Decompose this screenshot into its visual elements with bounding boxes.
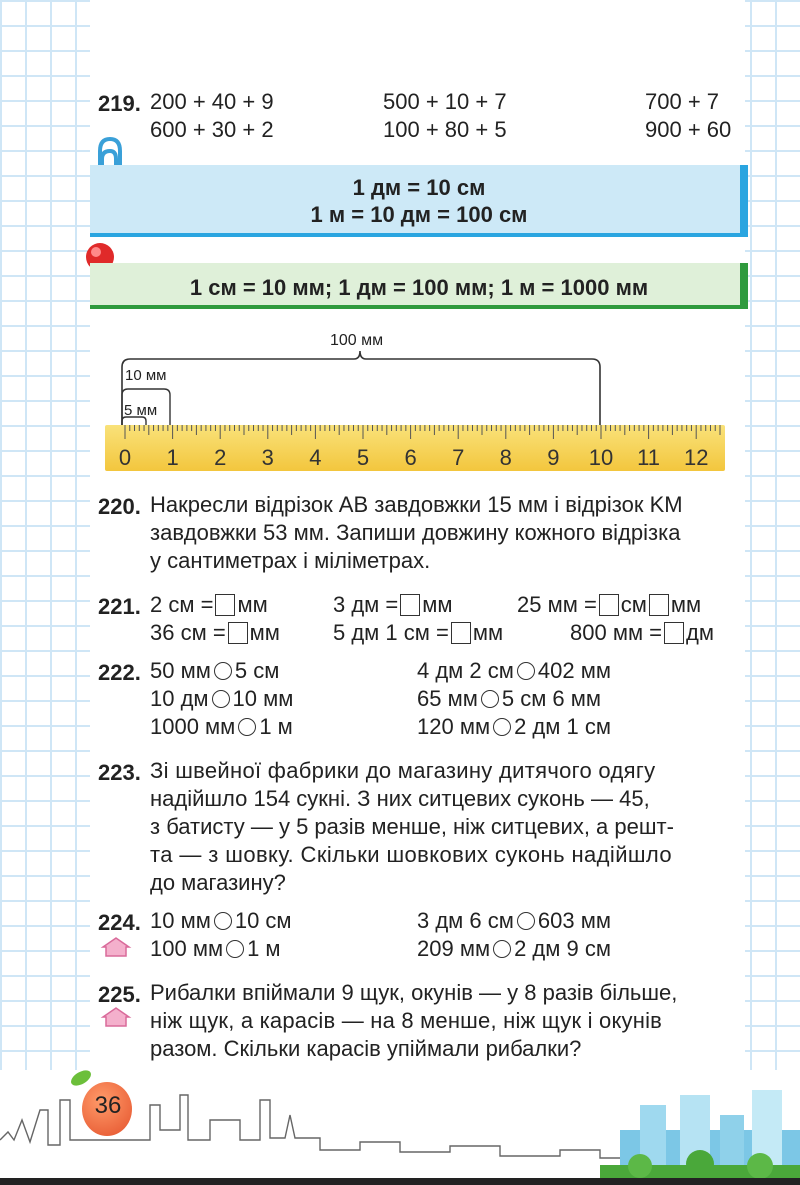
ruler-label: 12 [683,445,709,470]
ex223-line: Зі швейної фабрики до магазину дитячого одягу [150,758,656,783]
rule-m-dm-cm: 1 м = 10 дм = 100 см [310,202,528,227]
compare-circle[interactable] [226,940,244,958]
compare-circle[interactable] [214,912,232,930]
brace-label-10mm: 10 мм [125,367,167,384]
ruler-label: 11 [637,445,661,470]
compare-circle[interactable] [493,940,511,958]
ex222-item: 65 мм 5 см 6 мм [417,686,602,711]
ex221-item: 5 дм 1 см = мм [333,620,504,645]
ex219-item: 900 + 60 [645,117,732,142]
ex224-item: 209 мм 2 дм 9 см [417,936,611,961]
ruler-label: 1 [166,445,179,470]
answer-box[interactable] [451,622,471,644]
compare-circle[interactable] [238,718,256,736]
ex219-item: 700 + 7 [645,89,720,114]
ex224-item: 10 мм 10 см [150,908,292,933]
ex223-line: надійшло 154 сукні. З них ситцевих суконь — 45, [150,786,650,811]
compare-circle[interactable] [517,662,535,680]
ruler-label: 3 [261,445,274,470]
compare-circle[interactable] [212,690,230,708]
rule-banner-green [90,263,748,309]
ex219-item: 600 + 30 + 2 [150,117,274,142]
exercise-221-number: 221. [98,594,141,619]
answer-box[interactable] [215,594,235,616]
ex222-item: 10 дм 10 мм [150,686,294,711]
answer-box[interactable] [228,622,248,644]
exercise-224-number: 224. [98,910,141,935]
house-icon [100,1006,132,1028]
compare-circle[interactable] [481,690,499,708]
ruler-braces [118,345,608,430]
ex221-item: 2 см = мм [150,592,268,617]
ex222-item: 1000 мм 1 м [150,714,293,739]
exercise-225-number: 225. [98,982,141,1007]
ex220-line: у сантиметрах і міліметрах. [150,548,431,573]
ruler-label: 5 [356,445,370,470]
exercise-219-number: 219. [98,91,141,116]
answer-box[interactable] [599,594,619,616]
exercise-223-number: 223. [98,760,141,785]
ex224-item: 3 дм 6 см 603 мм [417,908,611,933]
exercise-222-number: 222. [98,660,141,685]
ruler-label: 9 [547,445,560,470]
ruler-label: 6 [404,445,417,470]
ex221-item: 800 мм = дм [570,620,714,645]
rule-dm-cm: 1 дм = 10 см [352,175,486,200]
ex222-item: 120 мм 2 дм 1 см [417,714,611,739]
compare-circle[interactable] [493,718,511,736]
ex221-item: 25 мм = см мм [517,592,702,617]
ex220-line: Накресли відрізок AB завдовжки 15 мм і відрізок KM [150,492,683,517]
ex219-item: 500 + 10 + 7 [383,89,507,114]
house-icon [100,936,132,958]
ex223-line: та — з шовку. Скільки шовкових суконь надійшло [150,842,673,867]
page-number: 36 [94,1092,122,1119]
ruler-label: 2 [214,445,227,470]
ruler-label: 10 [588,445,614,470]
compare-circle[interactable] [517,912,535,930]
ex223-line: з батисту — у 5 разів менше, ніж ситцевих, а решт- [150,814,674,839]
brace-label-100mm: 100 мм [330,332,384,349]
ex219-item: 100 + 80 + 5 [383,117,507,142]
ex223-line: до магазину? [150,870,286,895]
ruler [105,425,725,471]
ex224-item: 100 мм 1 м [150,936,281,961]
ex222-item: 50 мм 5 см [150,658,280,683]
ruler-label: 8 [499,445,512,470]
ruler-label: 7 [452,445,465,470]
rule-banner-blue [90,165,748,237]
ex221-item: 36 см = мм [150,620,280,645]
ex225-line: ніж щук, а карасів — на 8 менше, ніж щук і окунів [150,1008,663,1033]
answer-box[interactable] [664,622,684,644]
ex225-line: Рибалки впіймали 9 щук, окунів — у 8 разів більше, [150,980,678,1005]
answer-box[interactable] [649,594,669,616]
ruler-label: 4 [309,445,322,470]
exercise-220-number: 220. [98,494,141,519]
rule-cm-mm: 1 см = 10 мм; 1 дм = 100 мм; 1 м = 1000 мм [189,275,649,300]
brace-label-5mm: 5 мм [124,402,158,419]
ex225-line: разом. Скільки карасів упіймали рибалки? [150,1036,582,1061]
ruler-label: 0 [118,445,132,470]
ex220-line: завдовжки 53 мм. Запиши довжину кожного відрізка [150,520,681,545]
answer-box[interactable] [400,594,420,616]
ex221-item: 3 дм = мм [333,592,453,617]
ex222-item: 4 дм 2 см 402 мм [417,658,611,683]
ex219-item: 200 + 40 + 9 [150,89,274,114]
compare-circle[interactable] [214,662,232,680]
